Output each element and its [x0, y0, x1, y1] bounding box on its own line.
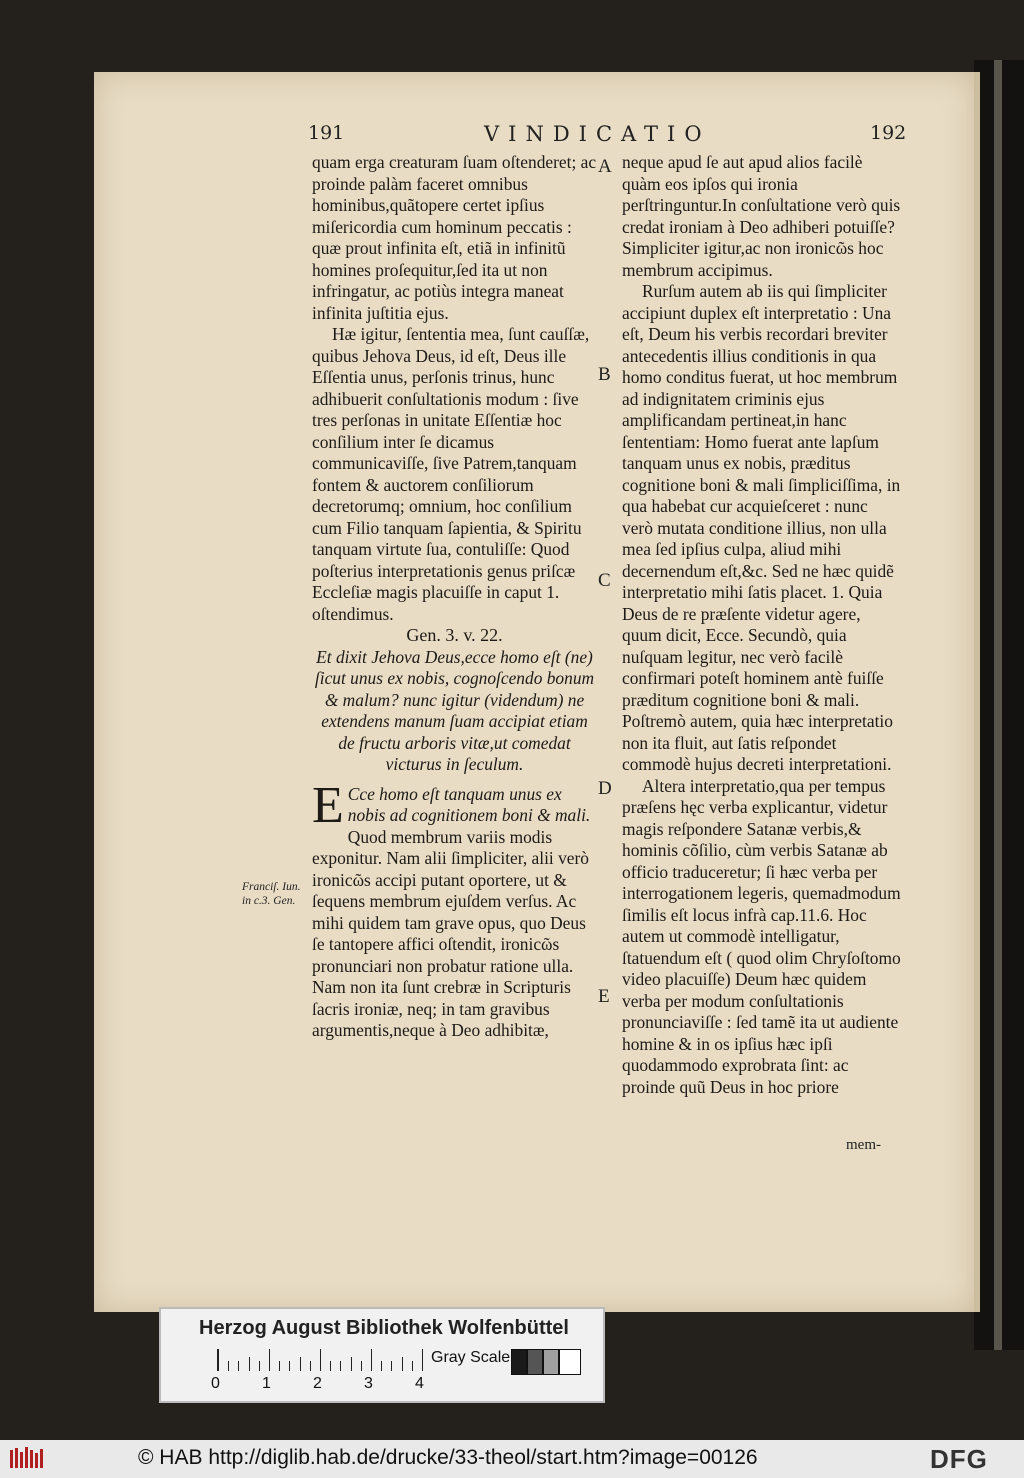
left-paragraph-3-body: Quod membrum variis modis exponitur. Nam alii ſimpliciter, alii verò ironicῶs accipi putant oportere, ut & ſequens membrum ejuſdem verſus. Ac mihi quidem tam grave opus, quo Deus ſe tantopere affici oſtendit, ironicῶs pronunciari non probatur ratione ulla. Nam non ita ſunt crebræ in Scripturis ſacris ironiæ, neq; in tam gravibus argumentis,neque à Deo adhibitæ,: [312, 826, 590, 1040]
section-letter-d: D: [598, 778, 612, 799]
left-paragraph-3: [312, 776, 597, 1042]
scripture-heading: Gen. 3. v. 22.: [406, 625, 503, 645]
left-paragraph-2: Hæ igitur, ſententia mea, ſunt cauſſæ, quibus Jehova Deus, id eſt, Deus ille Eſſentia unus, perſonis trinus, hunc adhibuerit conſultationis modum : ſive tres perſonas in unitate Eſſentiæ hoc conſilium inter ſe dicamus communicaviſſe, ſive Patrem,tanquam fontem & auctorem conſiliorum decretorumq; omnium, hoc conſilium cum Filio tanquam ſapientia, & Spiritu tanquam virtute ſua, contuliſſe: Quod poſterius interpretationis genus priſcæ Eccleſiæ magis placuiſſe in caput 1. oſtendimus.: [312, 324, 590, 624]
running-title: VINDICATIO: [484, 122, 711, 146]
page-header: [94, 122, 974, 152]
section-letter-c: C: [598, 570, 611, 591]
margin-note: Franciſ. Iun. in c.3. Gen.: [242, 881, 301, 907]
page-number-left: 191: [308, 122, 345, 144]
drop-cap: E: [312, 776, 344, 834]
section-letter-b: B: [598, 364, 611, 385]
gray-swatch-white: [559, 1349, 581, 1375]
right-paragraph-2: Rurſum autem ab iis qui ſimpliciter accipiunt duplex eſt interpretatio : Una eſt, Deum his verbis recordari breviter antecedentis illius conditionis in qua homo conditus fuerat, ut hoc membrum ad indignitatem criminis ejus amplificandam pertineat,in hanc ſententiam: Homo fuerat ante lapſum tanquam unus ex nobis, præditus cognitione boni & mali ſimpliciſſima, in qua habebat cur acquieſceret : nunc verò mutata conditione illius, non ulla mea ſed ipſius culpa, aliud mihi decernendum eſt,&c. Sed ne hæc quidẽ interpretatio mihi ſatis placet. 1. Quia Deus de re præſente videtur agere, quum dicit, Ecce. Secundò, quia nuſquam legitur, nec verò facilè confirmari poteſt hominem antè fuiſſe præditum cognitione boni & mali. Poſtremò autem, quia hæc interpretatio non ita fluit, aut ſatis reſpondet commodè hujus decreti interpretationi.: [622, 281, 901, 774]
dfg-logo-icon: DFG: [930, 1444, 988, 1474]
gray-swatch-black: [511, 1349, 527, 1375]
page-number-right: 192: [870, 122, 907, 144]
left-paragraph-1: quam erga creaturam ſuam oſtenderet; ac proinde palàm faceret omnibus hominibus,quãtopere certet ipſius miſericordia cum hominum peccatis : quæ prout infinita eſt, etiã in infinitũ homines proſequitur,ſed ita ut non infringatur, ac potiùs integra maneat infinita juſtitia ejus.: [312, 152, 597, 323]
gray-scale-label: Gray Scale: [431, 1349, 511, 1366]
scan-edge-bar: [994, 60, 1002, 1350]
hab-logo-icon: [8, 1444, 48, 1472]
ruler-number: 2: [313, 1375, 322, 1392]
section-letter-a: A: [598, 156, 612, 177]
ruler-number: 0: [211, 1375, 220, 1392]
ruler-number: 1: [262, 1375, 271, 1392]
right-paragraph-3: Altera interpretatio,qua per tempus præſens hęc verba explicantur, videtur magis reſpondere Satanæ verbis,& hominis cõſilio, cùm verbis Satanæ ab officio traduceretur; ſi hæc verba per interrogationem legeris, quemadmodum ſimilis eſt locus infrà cap.11.6. Hoc autem ut commodè intelligatur, ſtatuendum eſt ( quod olim Chryſoſtomo video placuiſſe) Deum hæc quidem verba per modum conſultationis pronunciaviſſe : ſed tamẽ ita ut audiente homine & in os ipſius hæc ipſi quodammodo exprobrata ſint: ac proinde quũ Deus in hoc priore: [622, 775, 901, 1097]
library-name: Herzog August Bibliothek Wolfenbüttel: [199, 1317, 569, 1339]
gray-swatch-dark: [527, 1349, 543, 1375]
footer-bar: [0, 1440, 1024, 1478]
gray-swatch-light: [543, 1349, 559, 1375]
ruler-number: 4: [415, 1375, 424, 1392]
section-letter-e: E: [598, 986, 610, 1007]
right-column: [622, 152, 902, 1098]
catchword: mem-: [846, 1137, 881, 1153]
left-column: [312, 152, 597, 1042]
scripture-verse: Et dixit Jehova Deus,ecce homo eſt (ne) ſicut unus ex nobis, cognoſcendo bonum & malum? nunc igitur (videndum) ne extendens manum ſuam accipiat etiam de fructu arboris vitæ,ut comedat victurus in ſeculum.: [314, 646, 595, 774]
left-paragraph-3-lead: Cce homo eſt tanquam unus ex nobis ad cognitionem boni & mali.: [347, 783, 591, 825]
book-page: [94, 72, 980, 1312]
footer-copyright-link[interactable]: © HAB http://diglib.hab.de/drucke/33-theol/start.htm?image=00126: [138, 1446, 758, 1469]
right-paragraph-1: neque apud ſe aut apud alios facilè quàm eos ipſos qui ironia perſtringuntur.In conſultatione verò quis credat ironiam à Deo adhiberi potuiſſe? Simpliciter igitur,ac non ironicῶs hoc membrum accipimus.: [622, 152, 901, 280]
scale-ruler: [217, 1349, 428, 1371]
library-card: [159, 1307, 605, 1403]
ruler-number: 3: [364, 1375, 373, 1392]
